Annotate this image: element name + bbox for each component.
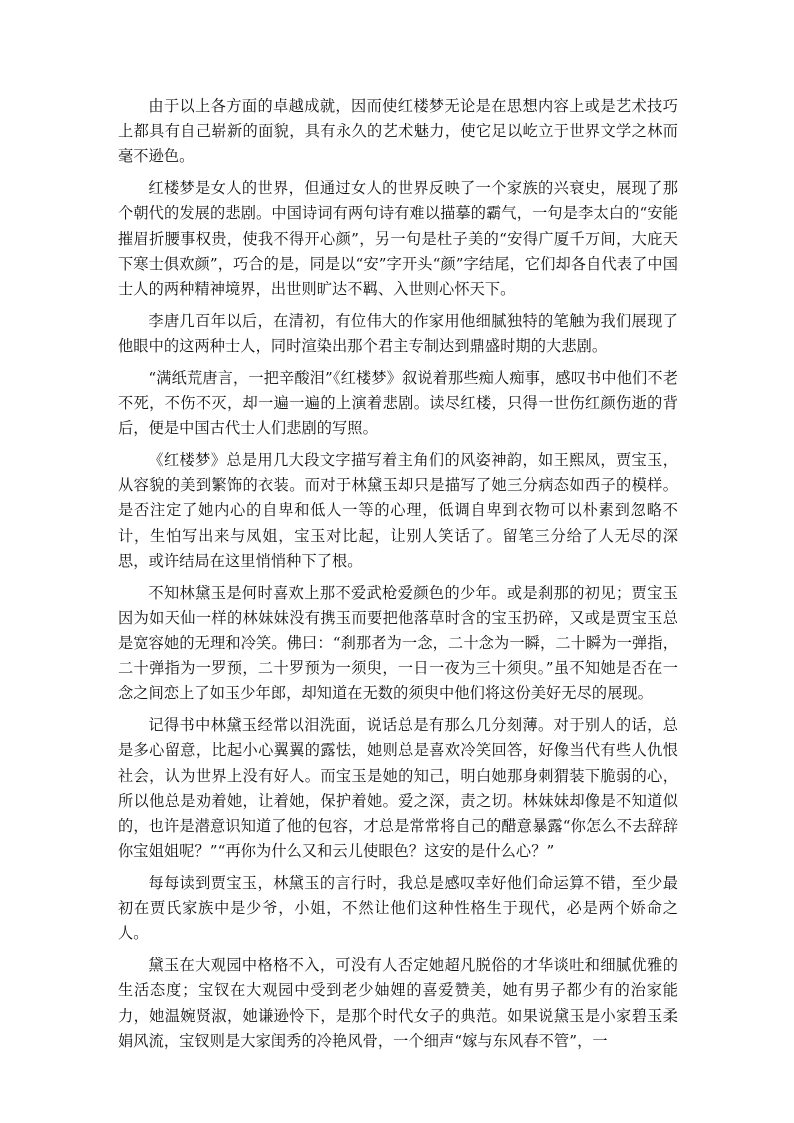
paragraph: 不知林黛玉是何时喜欢上那不爱武枪爱颜色的少年。或是刹那的初见；贾宝玉因为如天仙一样的林妹妹没有携玉而要把他落草时含的宝玉扔碎，又或是贾宝玉总是宽容她的无理和冷笑。佛曰：“刹那者为一念，二十念为一瞬，二十瞬为一弹指，二十弹指为一罗预，二十罗预为一须臾，一日一夜为三十须臾。”虽不知她是否在一念之间恋上了如玉少年郎，却知道在无数的须臾中他们将这份美好无尽的展现。: [118, 583, 678, 703]
document-page: [118, 94, 678, 1061]
paragraph: “满纸荒唐言，一把辛酸泪”《红楼梦》叙说着那些痴人痴事，感叹书中他们不老不死，不伤不灭，却一遍一遍的上演着悲剧。读尽红楼，只得一世伤红颜伤逝的背后，便是中国古代士人们悲剧的写照。: [118, 368, 678, 438]
paragraph: 黛玉在大观园中格格不入，可没有人否定她超凡脱俗的才华谈吐和细腻优雅的生活态度；宝钗在大观园中受到老少妯娌的喜爱赞美，她有男子都少有的治家能力，她温婉贤淑，她谦逊怜下，是那个时代女子的典范。如果说黛玉是小家碧玉柔娟风流，宝钗则是大家闺秀的冷艳风骨，一个细声“嫁与东风春不管”，一: [118, 956, 678, 1050]
paragraph: 《红楼梦》总是用几大段文字描写着主角们的风姿神韵，如王熙凤，贾宝玉，从容貌的美到繁饰的衣装。而对于林黛玉却只是描写了她三分病态如西子的模样。是否注定了她内心的自卑和低人一等的心理，低调自卑到衣物可以朴素到忽略不计，生怕写出来与凤姐，宝玉对比起，让别人笑话了。留笔三分给了人无尽的深思，或许结局在这里悄悄种下了根。: [118, 451, 678, 570]
paragraph: 记得书中林黛玉经常以泪洗面，说话总是有那么几分刻薄。对于别人的话，总是多心留意，比起小心翼翼的露怯，她则总是喜欢冷笑回答，好像当代有些人仇恨社会，认为世界上没有好人。而宝玉是她的知己，明白她那身刺猬装下脆弱的心，所以他总是劝着她，让着她，保护着她。爱之深，责之切。林妹妹却像是不知道似的，也许是潜意识知道了他的包容，才总是常常将自己的醋意暴露“你怎么不去辞辞你宝姐姐呢？”“再你为什么又和云儿使眼色？这安的是什么心？”: [118, 716, 678, 861]
paragraph: 每每读到贾宝玉，林黛玉的言行时，我总是感叹幸好他们命运算不错，至少最初在贾氏家族中是少爷，小姐，不然让他们这种性格生于现代，必是两个娇命之人。: [118, 874, 678, 943]
paragraph: 李唐几百年以后，在清初，有位伟大的作家用他细腻独特的笔触为我们展现了他眼中的这两种士人，同时渲染出那个君主专制达到鼎盛时期的大悲剧。: [118, 311, 678, 356]
paragraph: 红楼梦是女人的世界，但通过女人的世界反映了一个家族的兴衰史，展现了那个朝代的发展的悲剧。中国诗词有两句诗有难以描摹的霸气，一句是李太白的“安能摧眉折腰事权贵，使我不得开心颜”，另一句是杜子美的“安得广厦千万间，大庇天下寒士俱欢颜”，巧合的是，同是以“安”字开头“颜”字结尾，它们却各自代表了中国士人的两种精神境界，出世则旷达不羁、入世则心怀天下。: [118, 179, 678, 299]
paragraph: 由于以上各方面的卓越成就，因而使红楼梦无论是在思想内容上或是艺术技巧上都具有自己崭新的面貌，具有永久的艺术魅力，使它足以屹立于世界文学之林而毫不逊色。: [118, 97, 678, 166]
